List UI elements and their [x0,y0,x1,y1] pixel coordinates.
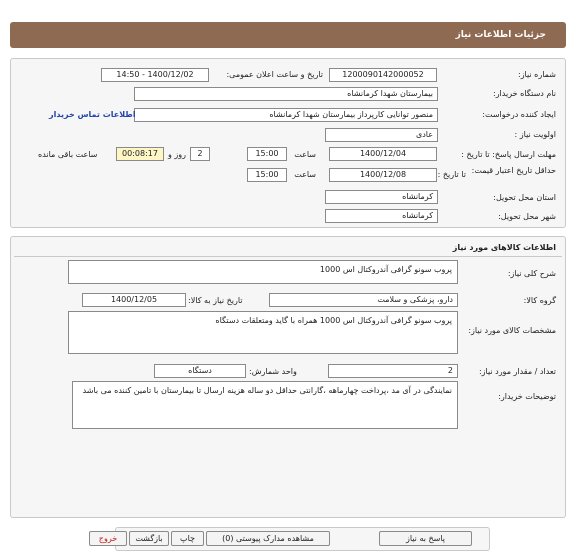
goods-section-title: اطلاعات کالاهای مورد نیاز [452,243,556,252]
group-label: گروه کالا: [523,296,556,305]
buyer-label: نام دستگاه خریدار: [493,89,556,98]
remaining-time-field: 00:08:17 [116,147,164,161]
need-number-field: 1200090142000052 [329,68,437,82]
announce-label: تاریخ و ساعت اعلان عمومی: [226,70,323,79]
validity-date-field: 1400/12/08 [329,168,437,182]
print-button[interactable]: چاپ [171,531,204,546]
announce-field: 1400/12/02 - 14:50 [101,68,209,82]
buyer-field: بیمارستان شهدا کرمانشاه [134,87,438,101]
creator-field: منصور توانایی کارپرداز بیمارستان شهدا کرمانشاه [134,108,438,122]
province-label: استان محل تحویل: [493,193,556,202]
deadline-time-label: ساعت [294,150,316,159]
attachments-button[interactable]: مشاهده مدارک پیوستی (0) [206,531,330,546]
spec-field: پروب سونو گرافی آندروکتال اس 1000 همراه با گاید ومتعلقات دستگاه [68,311,458,354]
exit-button[interactable]: خروج [89,531,127,546]
creator-label: ایجاد کننده درخواست: [482,110,556,119]
need-date-field: 1400/12/05 [82,293,186,307]
unit-field: دستگاه [154,364,246,378]
need-date-label: تاریخ نیاز به کالا: [188,296,243,305]
deadline-label: مهلت ارسال پاسخ: تا تاریخ : [461,150,556,159]
group-field: دارو، پزشکی و سلامت [269,293,458,307]
priority-label: اولویت نیاز : [514,130,556,139]
days-label: روز و [168,150,186,159]
qty-field: 2 [328,364,458,378]
notes-field: نمایندگی در آی مد ،پرداخت چهارماهه ،گارانتی حداقل دو ساله هزینه ارسال تا بیمارستان با تامین کننده می باشد [72,381,458,429]
summary-field: پروب سونو گرافی آندروکتال اس 1000 [68,260,458,284]
page-title: جزئیات اطلاعات نیاز [455,30,546,40]
reply-button[interactable]: پاسخ به نیاز [379,531,472,546]
validity-time-field: 15:00 [247,168,287,182]
validity-to-label: تا تاریخ : [437,170,466,179]
page-header [10,22,566,48]
summary-label: شرح کلی نیاز: [507,269,556,278]
city-label: شهر محل تحویل: [498,212,556,221]
validity-label: حداقل تاریخ اعتبار قیمت: [471,166,556,175]
back-button[interactable]: بازگشت [129,531,169,546]
unit-label: واحد شمارش: [249,367,297,376]
qty-label: تعداد / مقدار مورد نیاز: [478,367,556,376]
province-field: کرمانشاه [325,190,438,204]
priority-field: عادی [325,128,438,142]
validity-time-label: ساعت [294,170,316,179]
remaining-label: ساعت باقی مانده [38,150,98,159]
need-info-panel [10,58,566,228]
need-number-label: شماره نیاز: [518,70,556,79]
buyer-contact-link[interactable]: اطلاعات تماس خریدار [49,110,136,119]
city-field: کرمانشاه [325,209,438,223]
days-field: 2 [190,147,210,161]
notes-label: توضیحات خریدار: [498,392,556,401]
deadline-time-field: 15:00 [247,147,287,161]
deadline-date-field: 1400/12/04 [329,147,437,161]
goods-divider [14,256,562,257]
spec-label: مشخصات کالای مورد نیاز: [468,326,556,335]
